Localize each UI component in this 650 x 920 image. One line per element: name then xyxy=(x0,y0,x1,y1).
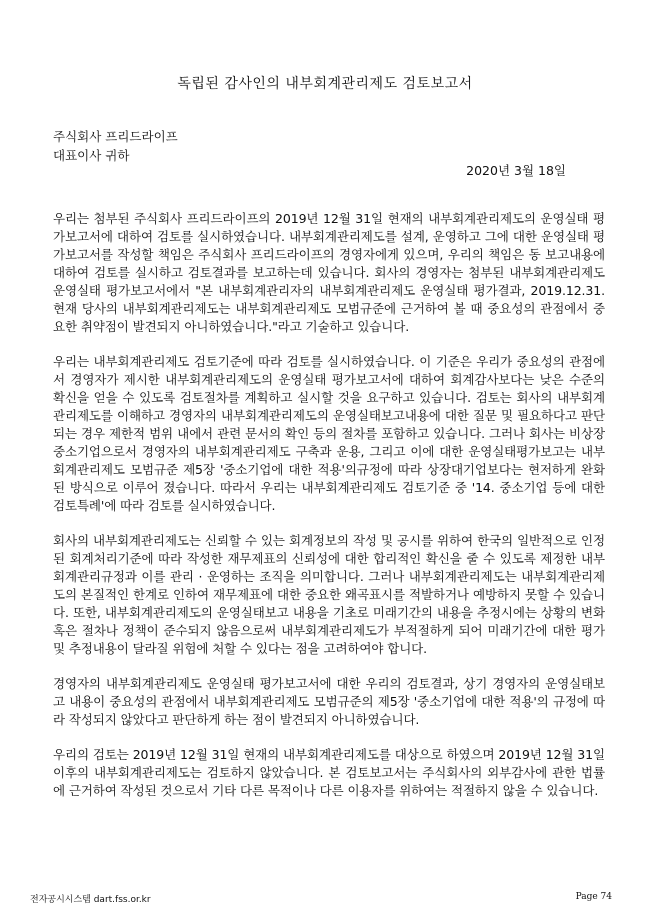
recipient-company: 주식회사 프리드라이프 xyxy=(53,129,178,144)
report-body xyxy=(53,210,605,817)
report-date: 2020년 3월 18일 xyxy=(466,163,566,178)
paragraph-limitation: 우리의 검토는 2019년 12월 31일 현재의 내부회계관리제도를 대상으로 하였으며 2019년 12월 31일 이후의 내부회계관리제도는 검토하지 않았습니다. 본 검토보고서는 주식회사의 외부감사에 관한 법률에 근거하여 작성된 것으로서 기타 다른 목적이나 다른 이용자를 위하여는 적절하지 않을 수 있습니다. xyxy=(53,747,605,798)
report-title: 독립된 감사인의 내부회계관리제도 검토보고서 xyxy=(177,76,473,92)
paragraph-internal-control-definition: 회사의 내부회계관리제도는 신뢰할 수 있는 회계정보의 작성 및 공시를 위하여 한국의 일반적으로 인정된 회계처리기준에 따라 작성한 재무제표의 신뢰성에 대한 합리적인 확신을 줄 수 있도록 제정한 내부회계관리규정과 이를 관리 · 운영하는 조직을 의미합니다. 그러나 내부회계관리제도는 내부회계관리제도의 본질적인 한계로 인하여 재무제표에 대한 중요한 왜곡표시를 적발하거나 예방하지 못할 수 있습니다. 또한, 내부회계관리제도의 운영실태보고 내용을 기초로 미래기간의 내용을 추정시에는 상황의 변화 혹은 절차나 정책이 준수되지 않음으로써 내부회계관리제도가 부적절하게 되어 미래기간에 대한 평가및 추정내용이 달라질 위험에 처할 수 있다는 점을 고려하여야 합니다. xyxy=(53,533,605,656)
footer-source: 전자공시시스템 dart.fss.or.kr xyxy=(30,895,151,905)
paragraph-review-result: 경영자의 내부회계관리제도 운영실태 평가보고서에 대한 우리의 검토결과, 상기 경영자의 운영실태보고 내용이 중요성의 관점에서 내부회계관리제도 모범규준의 제5장 '중소기업에 대한 적용'의 규정에 따라 작성되지 않았다고 판단하게 하는 점이 발견되지 아니하였습니다. xyxy=(53,676,605,727)
recipient-addressee: 대표이사 귀하 xyxy=(53,148,130,163)
paragraph-scope: 우리는 첨부된 주식회사 프리드라이프의 2019년 12월 31일 현재의 내부회계관리제도의 운영실태 평가보고서에 대하여 검토를 실시하였습니다. 내부회계관리제도를 설계, 운영하고 그에 대한 운영실태 평가보고서를 작성할 책임은 주식회사 프리드라이프의 경영자에게 있으며, 우리의 책임은 동 보고내용에 대하여 검토를 실시하고 검토결과를 보고하는데 있습니다. 회사의 경영자는 첨부된 내부회계관리제도 운영실태 평가보고서에서 "본 내부회계관리자의 내부회계관리제도 운영실태 평가결과, 2019.12.31. 현재 당사의 내부회계관리제도는 내부회계관리제도 모범규준에 근거하여 볼 때 중요성의 관점에서 중요한 취약점이 발견되지 아니하였습니다."라고 기술하고 있습니다. xyxy=(53,211,605,334)
page-number: Page 74 xyxy=(575,892,612,902)
paragraph-review-standard: 우리는 내부회계관리제도 검토기준에 따라 검토를 실시하였습니다. 이 기준은 우리가 중요성의 관점에서 경영자가 제시한 내부회계관리제도의 운영실태 평가보고서에 대하여 회계감사보다는 낮은 수준의 확신을 얻을 수 있도록 검토절차를 계획하고 실시할 것을 요구하고 있습니다. 검토는 회사의 내부회계관리제도를 이해하고 경영자의 내부회계관리제도의 운영실태보고내용에 대한 질문 및 필요하다고 판단되는 경우 제한적 범위 내에서 관련 문서의 확인 등의 절차를 포함하고 있습니다. 그러나 회사는 비상장중소기업으로서 경영자의 내부회계관리제도 구축과 운용, 그리고 이에 대한 운영실태평가보고는 내부회계관리제도 모범규준 제5장 '중소기업에 대한 적용'의규정에 따라 상장대기업보다는 현저하게 완화된 방식으로 이루어 졌습니다. 따라서 우리는 내부회계관리제도 검토기준 중 '14. 중소기업 등에 대한 검토특례'에 따라 검토를 실시하였습니다. xyxy=(53,354,605,513)
